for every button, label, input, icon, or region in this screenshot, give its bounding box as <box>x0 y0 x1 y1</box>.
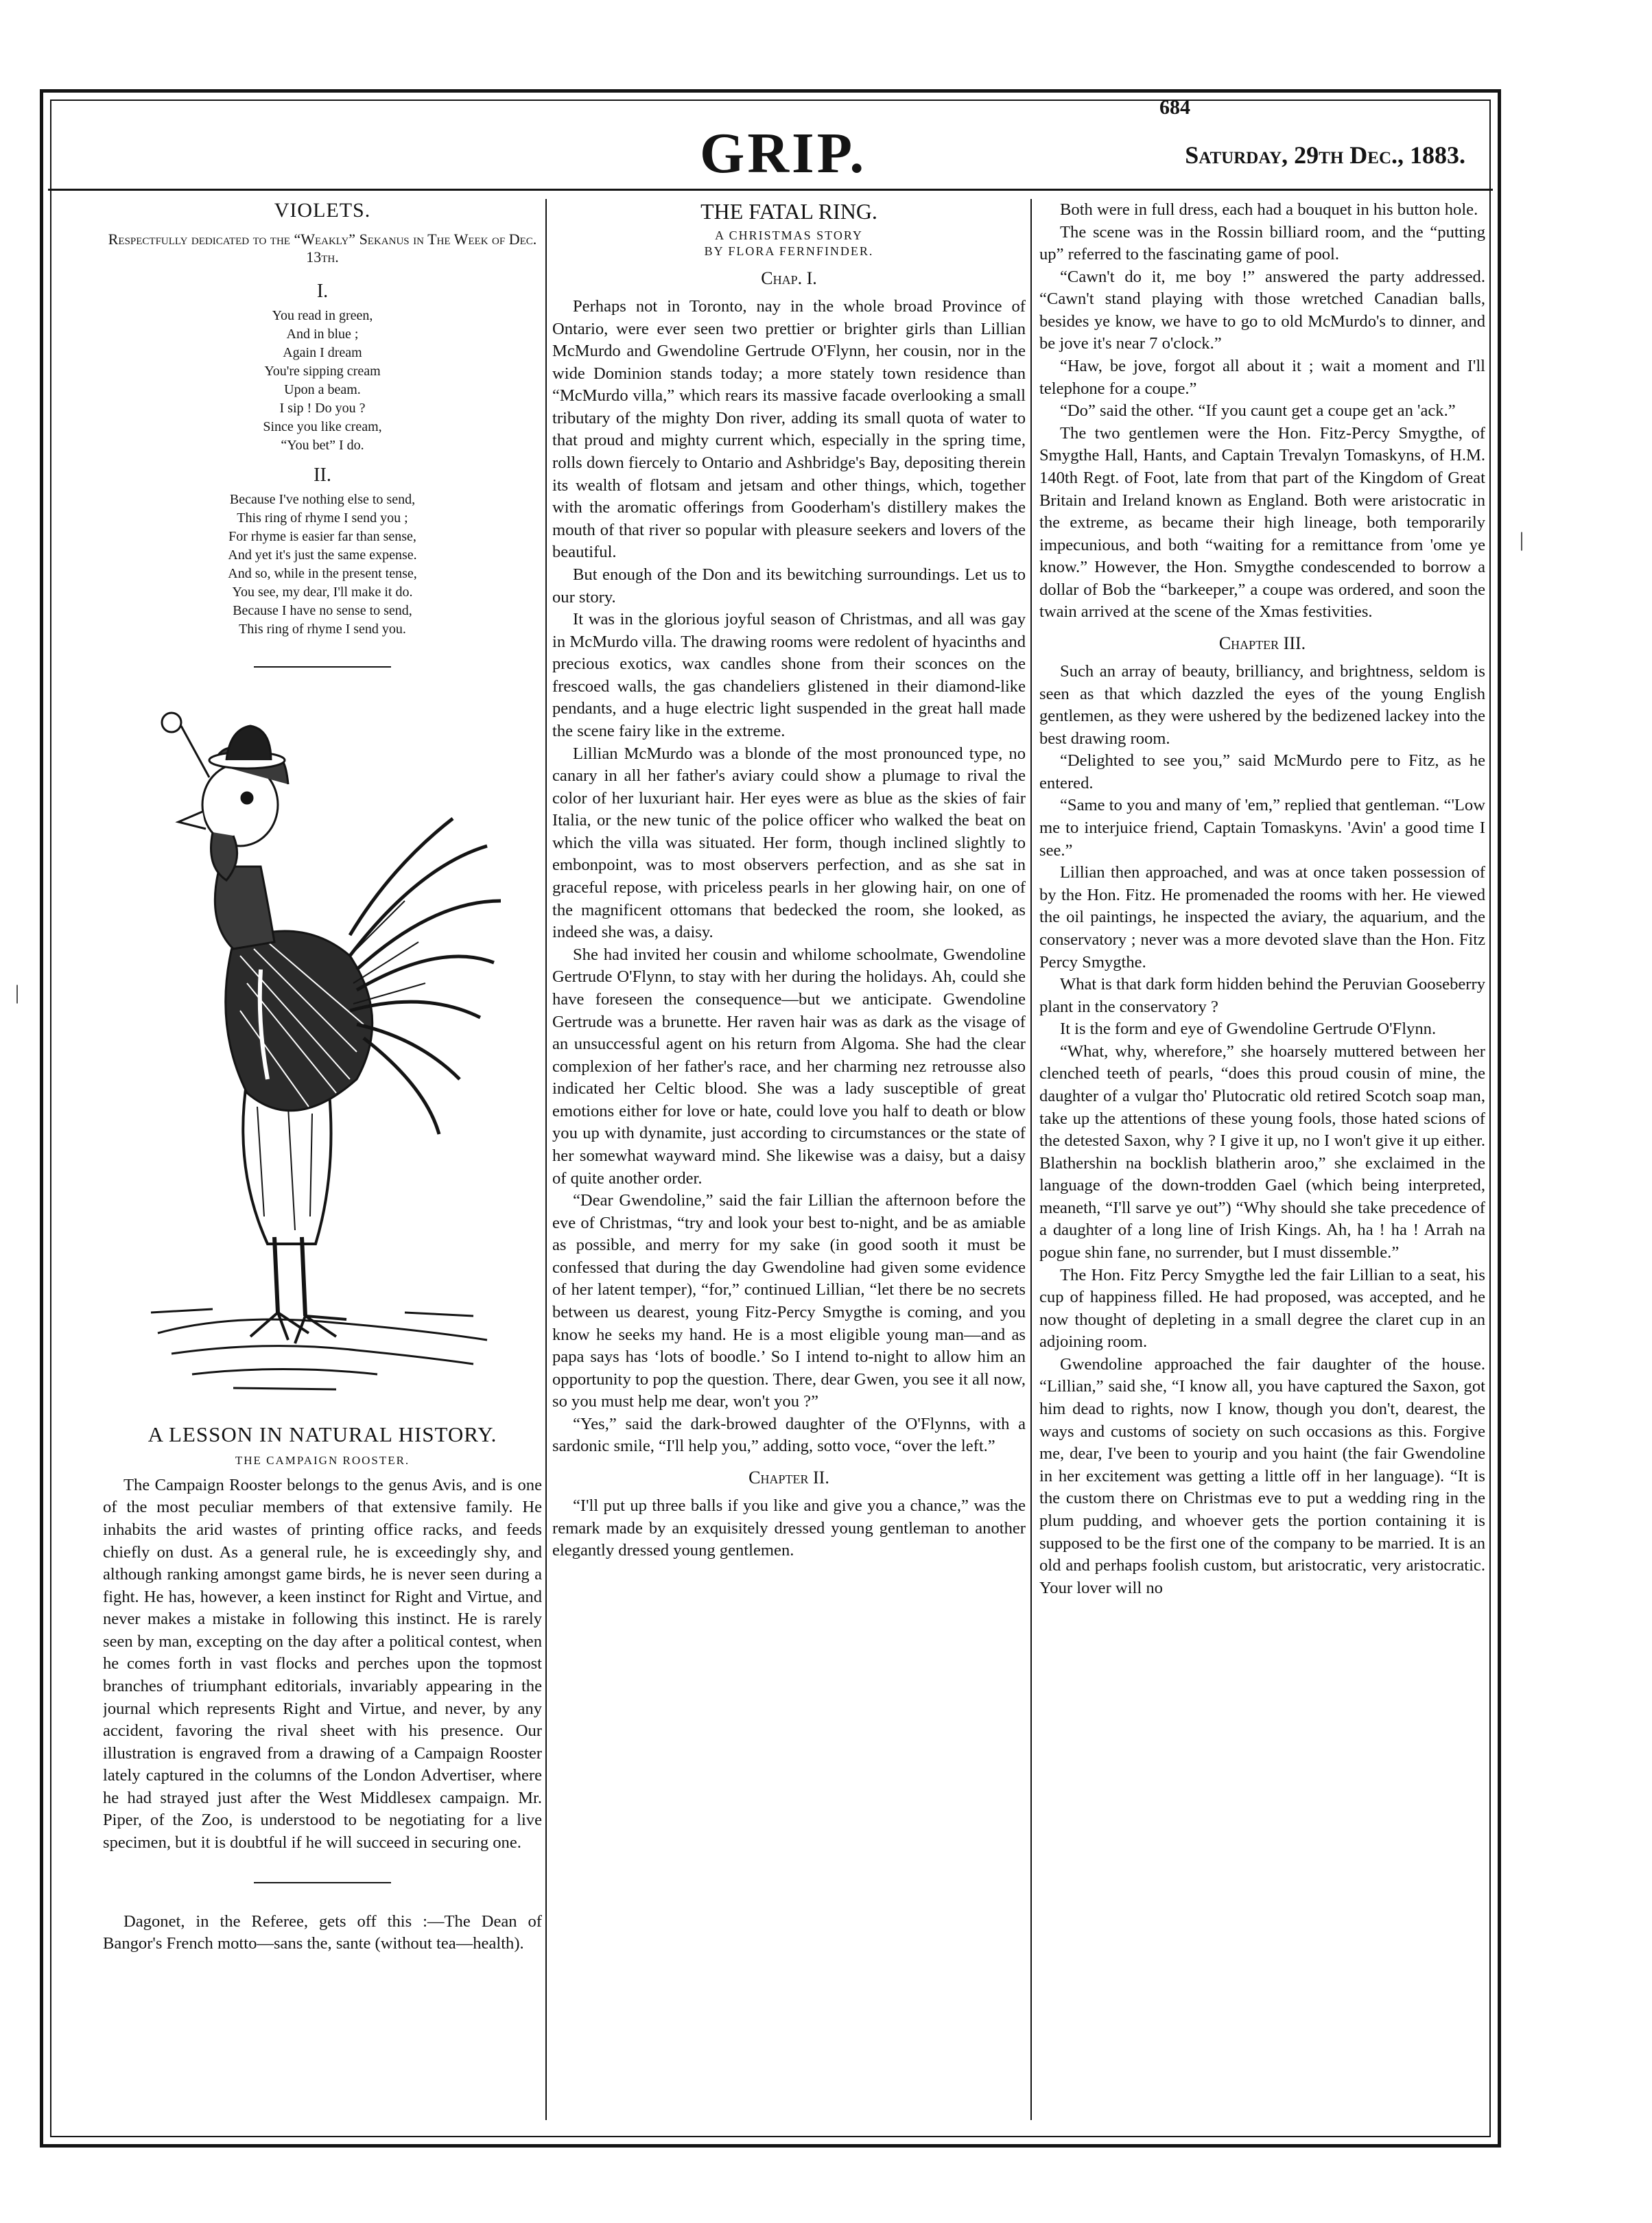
story-paragraph: Gwendoline approached the fair daughter of the house. “Lillian,” said she, “I know all, you have captured the Saxon, got him dead to rights, now I know, though you don't, dearest, the ways and customs of society on such occasions as this. Forgive me, dear, I've been to yourip and you haint (the fair Gwendoline in her excitement was getting a little off in her language). “It is the custom there on Christmas eve to put a wedding ring in the plum pudding, and whoever gets the portion containing it is supposed to be the first one of the company to be married. It is an old and perhaps foolish custom, but aristocratic, very aristocratic. Your lover will no <box>1039 1354 1485 1597</box>
story-paragraph: What is that dark form hidden behind the Peruvian Gooseberry plant in the conservatory ? <box>1039 975 1485 1016</box>
story-title: THE FATAL RING. <box>700 199 877 224</box>
masthead-title: GRIP. <box>700 121 867 185</box>
stanza-number: II. <box>314 464 331 486</box>
poem-line: Since you like cream, <box>263 419 382 434</box>
story-paragraph: Such an array of beauty, brilliancy, and brightness, seldom is seen as that which dazzled the eyes of the young English gentlemen, as they were ushered by the bedizened lackey into the best drawing room. <box>1039 661 1485 748</box>
poem-line: This ring of rhyme I send you. <box>239 621 406 637</box>
article-subtitle: THE CAMPAIGN ROOSTER. <box>235 1453 410 1467</box>
story-paragraph: The Hon. Fitz Percy Smygthe led the fair Lillian to a seat, his cup of happiness filled. He had proposed, was accepted, and he now thought of depleting in a small degree the claret cup in an adjoining room. <box>1039 1265 1485 1352</box>
story-paragraph: “Yes,” said the dark-browed daughter of the O'Flynns, with a sardonic smile, “I'll help you,” adding, sotto voce, “over the left.” <box>552 1414 1026 1456</box>
edge-mark: | <box>1520 528 1524 551</box>
poem-line: Because I have no sense to send, <box>233 602 412 618</box>
story-paragraph: “Same to you and many of 'em,” replied that gentleman. “'Low me to interjuice friend, Captain Tomaskyns. 'Avin' a good time I see.” <box>1039 796 1485 860</box>
story-paragraph: It was in the glorious joyful season of Christmas, and all was gay in McMurdo villa. The drawing rooms were redolent of hyacinths and precious exotics, wax candles shone from their sconces on the frescoed walls, the gas chandeliers glistened in their diamond-like pendants, and a huge electric light suspended in the great hall made the scene fairy like in the extreme. <box>552 610 1026 740</box>
divider <box>254 1882 391 1883</box>
poem-line: “You bet” I do. <box>281 437 364 453</box>
story-paragraph: She had invited her cousin and whilome schoolmate, Gwendoline Gertrude O'Flynn, to stay with her during the holidays. Ah, could she have foreseen the consequence—but we anticipate. Gwendoline Gertrude was a brunette. Her raven hair was as dark as the visage of an unsuccessful agent on his return from Algoma. She had the clear complexion of her father's race, and her charming nez retrousse also indicated her Celtic blood. She was a lady susceptible of great emotions either for love or hate, could love you half to death or blow you up with dynamite, just according to circumstances or the state of her somewhat wayward mind. She likewise was a daisy, but a daisy of quite another order. <box>552 945 1026 1188</box>
poem-line: Because I've nothing else to send, <box>229 491 416 507</box>
edge-mark: | <box>15 981 20 1004</box>
column-left <box>103 199 542 2120</box>
story-paragraph: Lillian McMurdo was a blonde of the most pronounced type, no canary in all her father's aviary could show a plumage to rival the color of her luxuriant hair. Her eyes were as blue as the skies of fair Italia, or the new tunic of the police officer who walked the beat on which the villa was situated. Her form, though inclined slightly to embonpoint, was to most observers perfection, and as she sat in graceful repose, with priceless pearls in her glowing hair, on one of the magnificent ottomans that bedecked the room, she looked, as indeed she was, a daisy. <box>552 744 1026 942</box>
divider <box>254 666 391 668</box>
closing-paragraph: Dagonet, in the Referee, gets off this :—The Dean of Bangor's French motto—sans the, sante (without tea—health). <box>103 1912 542 1953</box>
column-middle <box>552 199 1026 2120</box>
story-paragraph: “What, why, wherefore,” she hoarsely muttered between her clenched teeth of pearls, “does this proud cousin of mine, the daughter of a vulgar tho' Plutocratic old retired Scotch soap man, take up the attentions of these young fools, those hated scions of the detested Saxon, why ? I give it up, no I won't give it up either. Blathershin na bocklish blatherin aroo,” she exclaimed in the language of the down-trodden Gael (which being interpreted, meaneth, “I'll sarve ye out”) “Why should she take precedence of a daughter of a long line of Irish Kings. Ah, ha ! ha ! Arrah na pogue shin fane, no surrender, but I must dissemble.” <box>1039 1042 1485 1262</box>
story-paragraph: The two gentlemen were the Hon. Fitz-Percy Smygthe, of Smygthe Hall, Hants, and Captain Trevalyn Tomaskyns, of H.M. 140th Regt. of Foot, late from that part of the Kingdom of Great Britain and Ireland known as England. Both were aristocratic in the extreme, as became their high lineage, both temporarily impecunious, and both “waiting for a remittance from 'ome ye know.” However, the Hon. Smygthe condescended to borrow a dollar of Bob the “barkeeper,” a coupe was ordered, and soon the twain arrived at the scene of the Xmas festivities. <box>1039 423 1485 622</box>
poem-stanza-2 <box>103 491 542 639</box>
column-right <box>1039 199 1485 2120</box>
issue-date: Saturday, 29th Dec., 1883. <box>1185 141 1465 169</box>
poem-line: This ring of rhyme I send you ; <box>237 510 408 526</box>
stanza-number: I. <box>316 280 329 302</box>
campaign-rooster-illustration <box>130 695 515 1409</box>
story-byline: BY FLORA FERNFINDER. <box>704 244 874 258</box>
story-paragraph: But enough of the Don and its bewitching surroundings. Let us to our story. <box>552 565 1026 607</box>
poem-line: Upon a beam. <box>284 381 361 397</box>
poem-line: And in blue ; <box>286 326 359 342</box>
chapter-heading: Chapter II. <box>748 1468 829 1488</box>
page-number: 684 <box>1159 96 1190 119</box>
story-paragraph: Perhaps not in Toronto, nay in the whole broad Province of Ontario, were ever seen two prettier or brighter girls than Lillian McMurdo and Gwendoline Gertrude O'Flynn, her cousin, nor in the wide Dominion stands today; a more stately town residence than “McMurdo villa,” which rears its massive facade overlooking a small tributary of the mighty Don river, adding its small quota of water to that proud and mighty current which, especially in the spring time, rolls down fiercely to Ontario and Ashbridge's Bay, depositing therein its wealth of flotsam and jetsam and other things, which, together with the aromatic offerings from Gooderham's distillery makes the mouth of that river so popular with pleasure seekers and lovers of the beautiful. <box>552 297 1026 562</box>
story-paragraph: Lillian then approached, and was at once taken possession of by the Hon. Fitz. He promenaded the rooms with her. He viewed the oil paintings, he inspected the aviary, the aquarium, and the conservatory ; never was a more devoted slave than the Hon. Fitz Percy Smygthe. <box>1039 863 1485 972</box>
poem-title: VIOLETS. <box>274 199 371 222</box>
story-paragraph: The scene was in the Rossin billiard room, and the “putting up” referred to the fascinating game of pool. <box>1039 222 1485 264</box>
article-title: A LESSON IN NATURAL HISTORY. <box>148 1422 497 1446</box>
story-paragraph: “Delighted to see you,” said McMurdo pere to Fitz, as he entered. <box>1039 751 1485 792</box>
poem-line: Again I dream <box>283 344 362 360</box>
masthead <box>48 120 1493 191</box>
chapter-heading: Chapter III. <box>1218 633 1306 653</box>
story-paragraph: “Haw, be jove, forgot all about it ; wait a moment and I'll telephone for a coupe.” <box>1039 357 1485 398</box>
poem-line: You see, my dear, I'll make it do. <box>232 584 413 600</box>
poem-line: You're sipping cream <box>264 363 381 379</box>
story-paragraph: “Dear Gwendoline,” said the fair Lillian the afternoon before the eve of Christmas, “try and look your best to-night, and be as amiable as possible, and merry for my sake (in good sooth it must be confessed that during the day Gwendoline had given some evidence of her latent temper), “for,” continued Lillian, “let there be no secrets between us dearest, young Fitz-Percy Smygthe is coming, and you know he seeks my hand. He is a most eligible young man—and as papa says has ‘lots of boodle.’ So I intend to-night to allow him an opportunity to pop the question. There, dear Gwen, you see it all now, so you must help me dear, won't you ?” <box>552 1191 1026 1411</box>
poem-dedication: Respectfully dedicated to the “Weakly” Sekanus in The Week of Dec. 13th. <box>108 231 537 266</box>
column-rule <box>545 199 547 2120</box>
poem-stanza-1 <box>103 307 542 455</box>
article-body: The Campaign Rooster belongs to the genus Avis, and is one of the most peculiar members of that extensive family. He inhabits the arid wastes of printing office racks, and feeds chiefly on dust. As a general rule, he is exceedingly shy, and although ranking amongst game birds, he is never seen during a fight. He has, however, a keen instinct for Right and Virtue, and never makes a mistake in following this instinct. He is rarely seen by man, excepting on the day after a political contest, when he comes forth in vast flocks and perches upon the topmost branches of triumphant editorials, invariably appearing in the journal which represents Right and Virtue, and never, by any accident, favoring the rival sheet with his presence. Our illustration is engraved from a drawing of a Campaign Rooster lately captured in the columns of the London Advertiser, where he had strayed just after the West Middlesex campaign. Mr. Piper, of the Zoo, is understood to be negotiating for a live specimen, but it is doubtful if he will succeed in securing one. <box>103 1475 542 1852</box>
poem-line: And so, while in the present tense, <box>228 565 417 581</box>
story-paragraph: Both were in full dress, each had a bouquet in his button hole. <box>1060 200 1478 219</box>
poem-line: I sip ! Do you ? <box>279 400 366 416</box>
story-paragraph: “Cawn't do it, me boy !” answered the party addressed. “Cawn't stand playing with those wretched Canadian balls, besides ye know, we have to go to old McMurdo's to dinner, and be jove it's near 7 o'clock.” <box>1039 267 1485 353</box>
story-paragraph: “Do” said the other. “If you caunt get a coupe get an 'ack.” <box>1060 401 1456 421</box>
story-subtitle: A CHRISTMAS STORY <box>715 228 863 242</box>
poem-line: And yet it's just the same expense. <box>228 547 417 563</box>
chapter-heading: Chap. I. <box>761 268 817 288</box>
story-paragraph: “I'll put up three balls if you like and give you a chance,” was the remark made by an exquisitely dressed young gentleman to another elegantly dressed young gentlemen. <box>552 1496 1026 1560</box>
column-rule <box>1030 199 1032 2120</box>
story-paragraph: It is the form and eye of Gwendoline Gertrude O'Flynn. <box>1060 1020 1437 1039</box>
poem-line: For rhyme is easier far than sense, <box>228 528 416 544</box>
poem-line: You read in green, <box>272 307 373 323</box>
